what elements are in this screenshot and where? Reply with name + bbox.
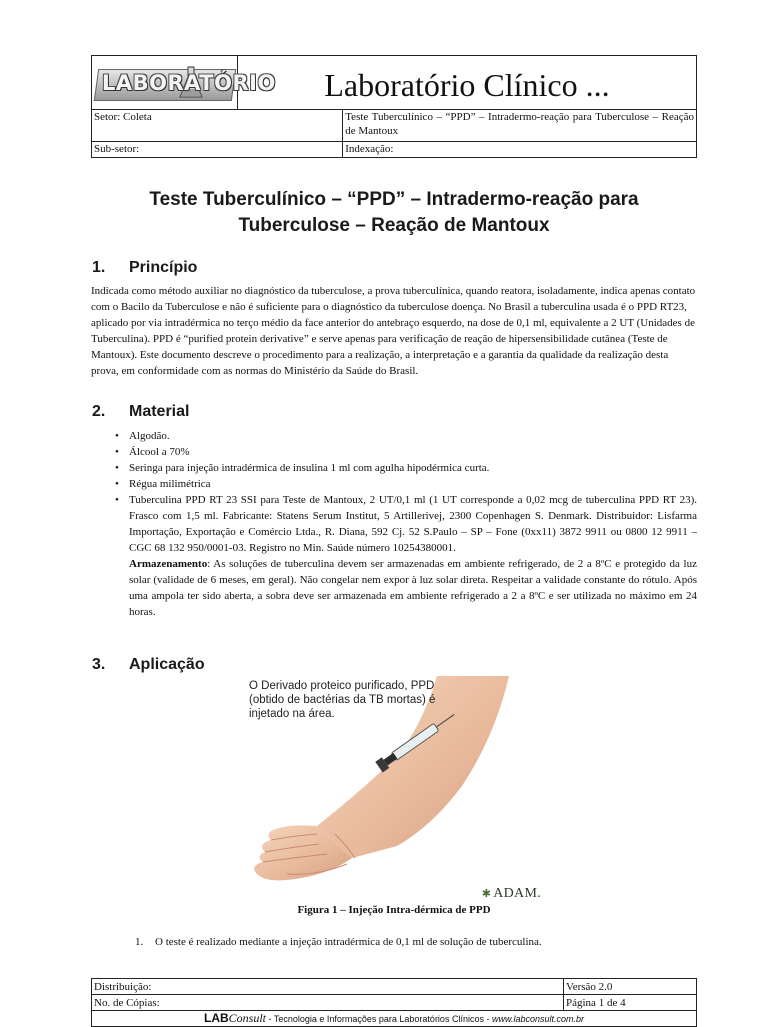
labconsult-brand — [92, 1011, 697, 1027]
adam-watermark — [482, 886, 541, 902]
section-title: Material — [129, 403, 190, 420]
material-list — [117, 428, 697, 620]
footer-table — [91, 978, 697, 1027]
versao-field: Versão 2.0 — [564, 979, 697, 995]
brand-tagline: - Tecnologia e Informações para Laboratórios Clínicos - — [266, 1014, 492, 1024]
section-title: Aplicação — [129, 656, 205, 673]
figure-caption: Figura 1 – Injeção Intra-dérmica de PPD — [297, 904, 491, 916]
list-item: • Álcool a 70% — [117, 444, 697, 460]
section-heading-aplicacao — [92, 656, 205, 674]
subsetor-field: Sub-setor: — [92, 142, 343, 158]
document-title-line-2: Tuberculose – Reação de Mantoux — [238, 215, 550, 236]
section-title: Princípio — [129, 259, 198, 276]
storage-text: : As soluções de tuberculina devem ser armazenadas em ambiente refrigerado, de 2 a 8ºC e protegido da luz solar (validade de 6 meses, em geral). Não congelar nem expor à luz solar direta. Respeitar a validade constante do rótulo. Após uma ampola ter sido aberta, a sobra deve ser armazenada em ambiente refrigerado a 2 a 8ºC e ser utilizada no máximo em 24 horas. — [129, 558, 697, 618]
copias-field: No. de Cópias: — [92, 995, 564, 1011]
section-number: 1. — [92, 259, 106, 276]
step-text: O teste é realizado mediante a injeção intradérmica de 0,1 ml de solução de tuberculina. — [155, 936, 542, 948]
storage-note — [117, 556, 697, 620]
distribuicao-field: Distribuição: — [92, 979, 564, 995]
laboratorio-logo — [96, 65, 276, 105]
logo-text: LABORATÓRIO — [102, 71, 276, 95]
page-title: Laboratório Clínico ... — [238, 56, 697, 110]
list-item: • Tuberculina PPD RT 23 SSI para Teste de Mantoux, 2 UT/0,1 ml (1 UT corresponde a 0,02 mcg de tuberculina PPD RT 23). Frasco com 1,5 ml. Fabricante: Statens Serum Institut, 5 Artillerivej, 2300 Copenhagen S. Denmark. Distribuidor: Lisfarma Importação, Exportação e Comércio Ltda., R. Diana, 592 Cj. 52 S.Paulo – SP – Fone (0xx11) 3872 9911 ou 0800 12 9911 – CGC 68 132 950/0001-03. Registro no Min. Saúde número 10254380001. — [117, 492, 697, 556]
procedure-step — [135, 936, 542, 948]
document-title — [91, 187, 697, 239]
list-item: • Seringa para injeção intradérmica de insulina 1 ml com agulha hipodérmica curta. — [117, 460, 697, 476]
section-heading-material — [92, 403, 189, 421]
setor-field: Setor: Coleta — [92, 110, 343, 142]
section-heading-principio — [92, 259, 197, 277]
indexacao-field: Indexação: — [343, 142, 697, 158]
adam-watermark-text: ADAM. — [493, 886, 541, 901]
header-table — [91, 55, 697, 158]
doc-ref-field: Teste Tuberculínico – “PPD” – Intradermo-reação para Tuberculose – Reação de Mantoux — [343, 110, 697, 142]
pagina-field: Página 1 de 4 — [564, 995, 697, 1011]
figure-annotation: O Derivado proteico purificado, PPD (obtido de bactérias da TB mortas) é injetado na área. — [249, 680, 436, 720]
brand-consult: Consult — [228, 1011, 266, 1025]
section-number: 3. — [92, 656, 106, 673]
section-number: 2. — [92, 403, 106, 420]
adam-star-icon: ✱ — [481, 888, 492, 900]
principio-paragraph: Indicada como método auxiliar no diagnóstico da tuberculose, a prova tuberculínica, quando reatora, isoladamente, indica apenas contato com o Bacilo da Tuberculose e não é suficiente para o diagnóstico da tuberculose doença. No Brasil a tuberculina usada é o PPD RT23, aplicado por via intradérmica no terço médio da face anterior do antebraço esquerdo, na dose de 0,1 ml, equivalente a 2 UT (Unidades de Tuberculina). PPD é “purified protein derivative” e serve apenas para verificação de reação de hipersensibilidade cutânea (Teste de Mantoux). Este documento descreve o procedimento para a realização, a interpretação e a garantia da qualidade da realização desta prova, em conformidade com as normas do Ministério da Saúde do Brasil. — [91, 285, 696, 377]
logo-cell — [92, 56, 276, 110]
document-title-line-1: Teste Tuberculínico – “PPD” – Intradermo-reação para — [149, 189, 639, 210]
list-item: • Régua milimétrica — [117, 476, 697, 492]
storage-label: Armazenamento — [129, 558, 208, 570]
brand-lab: LAB — [203, 1011, 229, 1025]
step-number: 1. — [135, 936, 144, 948]
brand-url[interactable]: www.labconsult.com.br — [491, 1014, 584, 1024]
injection-figure — [247, 676, 547, 904]
list-item: • Algodão. — [117, 428, 697, 444]
